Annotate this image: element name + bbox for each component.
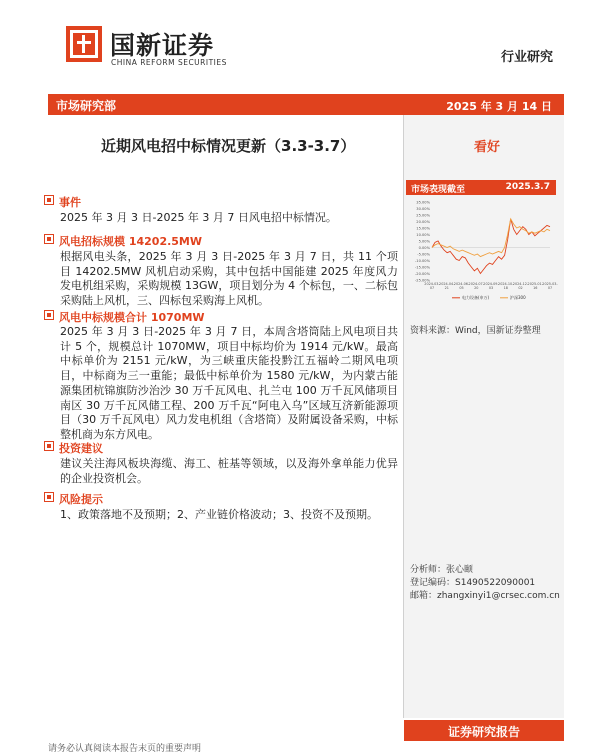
y-tick-label: 35.00% — [416, 200, 430, 205]
y-tick-label: -25.00% — [415, 278, 430, 283]
section-body: 2025 年 3 月 3 日-2025 年 3 月 7 日风电招中标情况。 — [60, 211, 337, 224]
footer-bar — [404, 720, 564, 741]
section-body: 建议关注海风板块海缆、海工、桩基等领域，以及海外拿单能力优异的企业投资机会。 — [60, 457, 398, 485]
x-tick-label-cont: 05 — [459, 286, 464, 290]
market-performance-label: 市场表现截至 — [411, 185, 466, 195]
y-tick-label: -10.00% — [415, 259, 430, 263]
y-tick-label: 5.00% — [418, 239, 430, 244]
disclaimer-note: 请务必认真阅读本报告末页的重要声明 — [48, 744, 202, 754]
x-tick-label: 2024-09- — [483, 282, 499, 286]
legend-label: 电力设备(申万) — [462, 295, 490, 300]
brand-logo-icon — [66, 26, 102, 62]
series-line — [432, 219, 550, 257]
footer-label: 证券研究报告 — [447, 725, 520, 739]
header-bar — [48, 94, 564, 115]
section-body: 1、政策落地不及预期；2、产业链价格波动；3、投资不及预期。 — [60, 508, 378, 521]
section-heading: 风险提示 — [59, 493, 103, 506]
x-tick-label: 2024-12- — [512, 282, 529, 286]
x-tick-label: 2024-07- — [468, 282, 484, 286]
x-tick-label-cont: 02 — [518, 286, 523, 290]
market-performance-chart — [408, 198, 556, 308]
x-tick-label: 2024-06- — [453, 282, 470, 286]
section-body: 2025 年 3 月 3 日-2025 年 3 月 7 日，本周含塔筒陆上风电项目共计 5 个，规模总计 1070MW，项目中标均价为 1914 元/kW。最高中标单价为 2151 元/kW，为三峡重庆能投黔江五福岭二期风电项目，中标商为三一重能；最低中标单价为 1580 元/kW，为内蒙古能源集团杭锦旗防沙治沙 30 万千瓦风电、扎兰屯 100 万千瓦风储项目南区 30 万千瓦风储工程、200 万千瓦“阿电入乌”区域互济新能源项目（30 万千瓦风电）风力发电机组（含塔筒）及附属设备采购，中标整机商为东方风电。 — [60, 325, 398, 441]
y-tick-label: 15.00% — [416, 226, 430, 231]
department-label: 市场研究部 — [56, 99, 117, 113]
y-tick-label: 0.00% — [418, 246, 430, 250]
chart-source: 资料来源：Wind，国新证券整理 — [410, 326, 541, 336]
x-tick-label: 2024-10- — [498, 282, 514, 286]
section-marker-icon — [44, 492, 54, 502]
x-tick-label-cont: 03 — [488, 286, 494, 290]
sidebar-divider — [403, 115, 404, 718]
x-tick-label-cont: 07 — [547, 286, 553, 290]
y-tick-label: -20.00% — [415, 272, 430, 276]
section-heading: 风电招标规模 14202.5MW — [59, 235, 203, 248]
x-tick-label: 2025-03- — [542, 282, 558, 286]
y-tick-label: -15.00% — [415, 265, 430, 270]
section-marker-icon — [44, 234, 54, 244]
section-marker-icon — [44, 441, 54, 451]
section-marker-icon — [44, 195, 54, 205]
report-title: 近期风电招中标情况更新（3.3-3.7） — [101, 137, 356, 155]
market-performance-bar — [406, 180, 556, 195]
y-tick-label: 20.00% — [416, 220, 430, 224]
rating-label: 看好 — [474, 140, 501, 155]
analyst-name: 分析师：张心颐 — [410, 565, 474, 575]
legend-label: 沪深300 — [510, 295, 526, 300]
report-type: 行业研究 — [500, 50, 553, 65]
x-tick-label: 2024-03- — [424, 282, 440, 286]
x-tick-label-cont: 16 — [533, 286, 538, 290]
x-tick-label-cont: 18 — [503, 286, 508, 290]
section-heading: 风电中标规模合计 1070MW — [59, 311, 205, 324]
x-tick-label-cont: 07 — [429, 286, 435, 290]
analyst-email: 邮箱：zhangxinyi1@crsec.com.cn — [410, 591, 560, 601]
x-tick-label-cont: 21 — [444, 286, 449, 290]
brand-name: 国新证券 — [110, 31, 215, 60]
x-tick-label: 2025-01- — [527, 282, 543, 286]
y-tick-label: 25.00% — [416, 213, 430, 218]
y-tick-label: 30.00% — [416, 207, 430, 211]
market-performance-date: 2025.3.7 — [505, 182, 550, 192]
x-tick-label: 2024-04- — [439, 282, 455, 286]
section-body: 根据风电头条，2025 年 3 月 3 日-2025 年 3 月 7 日，共 11 个项目 14202.5MW 风机启动采购，其中包括中国能建 2025 年度风力发电机组采购，采购规模 13GW，项目划分为 4 个标包，一、二标包采购陆上风机，三、四标包采购海上风机。 — [60, 250, 398, 308]
analyst-registration: 登记编码：S1490522090001 — [410, 578, 536, 588]
section-marker-icon — [44, 310, 54, 320]
brand-name-en: CHINA REFORM SECURITIES — [111, 58, 227, 67]
section-heading: 投资建议 — [59, 442, 103, 455]
report-date: 2025 年 3 月 14 日 — [446, 100, 552, 113]
y-tick-label: 10.00% — [416, 233, 430, 237]
x-tick-label-cont: 20 — [474, 286, 479, 290]
section-heading: 事件 — [59, 196, 81, 209]
y-tick-label: -5.00% — [417, 252, 430, 257]
